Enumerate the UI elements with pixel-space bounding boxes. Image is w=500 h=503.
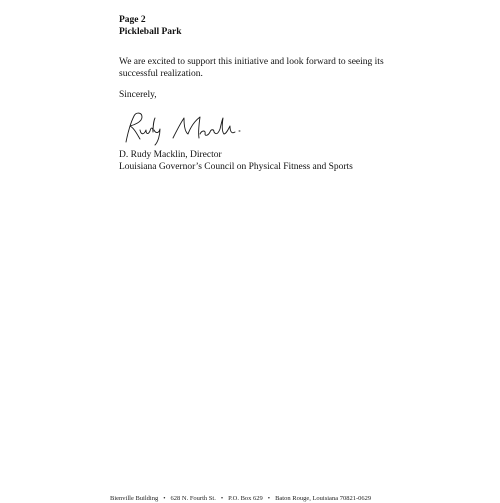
footer-building: Bienville Building: [110, 495, 159, 502]
footer-bullet: •: [267, 495, 271, 502]
footer-street: 628 N. Fourth St.: [170, 495, 216, 502]
signer-organization: Louisiana Governor’s Council on Physical Fitness and Sports: [119, 161, 353, 172]
letter-body: We are excited to support this initiative and look forward to seeing its successful realization.: [119, 57, 384, 79]
project-title: Pickleball Park: [119, 27, 182, 37]
signer-name-title: D. Rudy Macklin, Director: [119, 150, 222, 160]
handwritten-signature: [118, 108, 248, 150]
letter-closing: Sincerely,: [119, 90, 157, 100]
footer-city: Baton Rouge, Louisiana 70821-0629: [275, 495, 372, 502]
footer-bullet: •: [220, 495, 224, 502]
page-number: Page 2: [119, 15, 146, 25]
footer-bullet: •: [163, 495, 166, 502]
footer-po-box: P.O. Box 629: [228, 495, 263, 502]
page-header: [119, 14, 182, 38]
signer-block: [119, 150, 353, 173]
letterhead-footer: [110, 495, 390, 503]
